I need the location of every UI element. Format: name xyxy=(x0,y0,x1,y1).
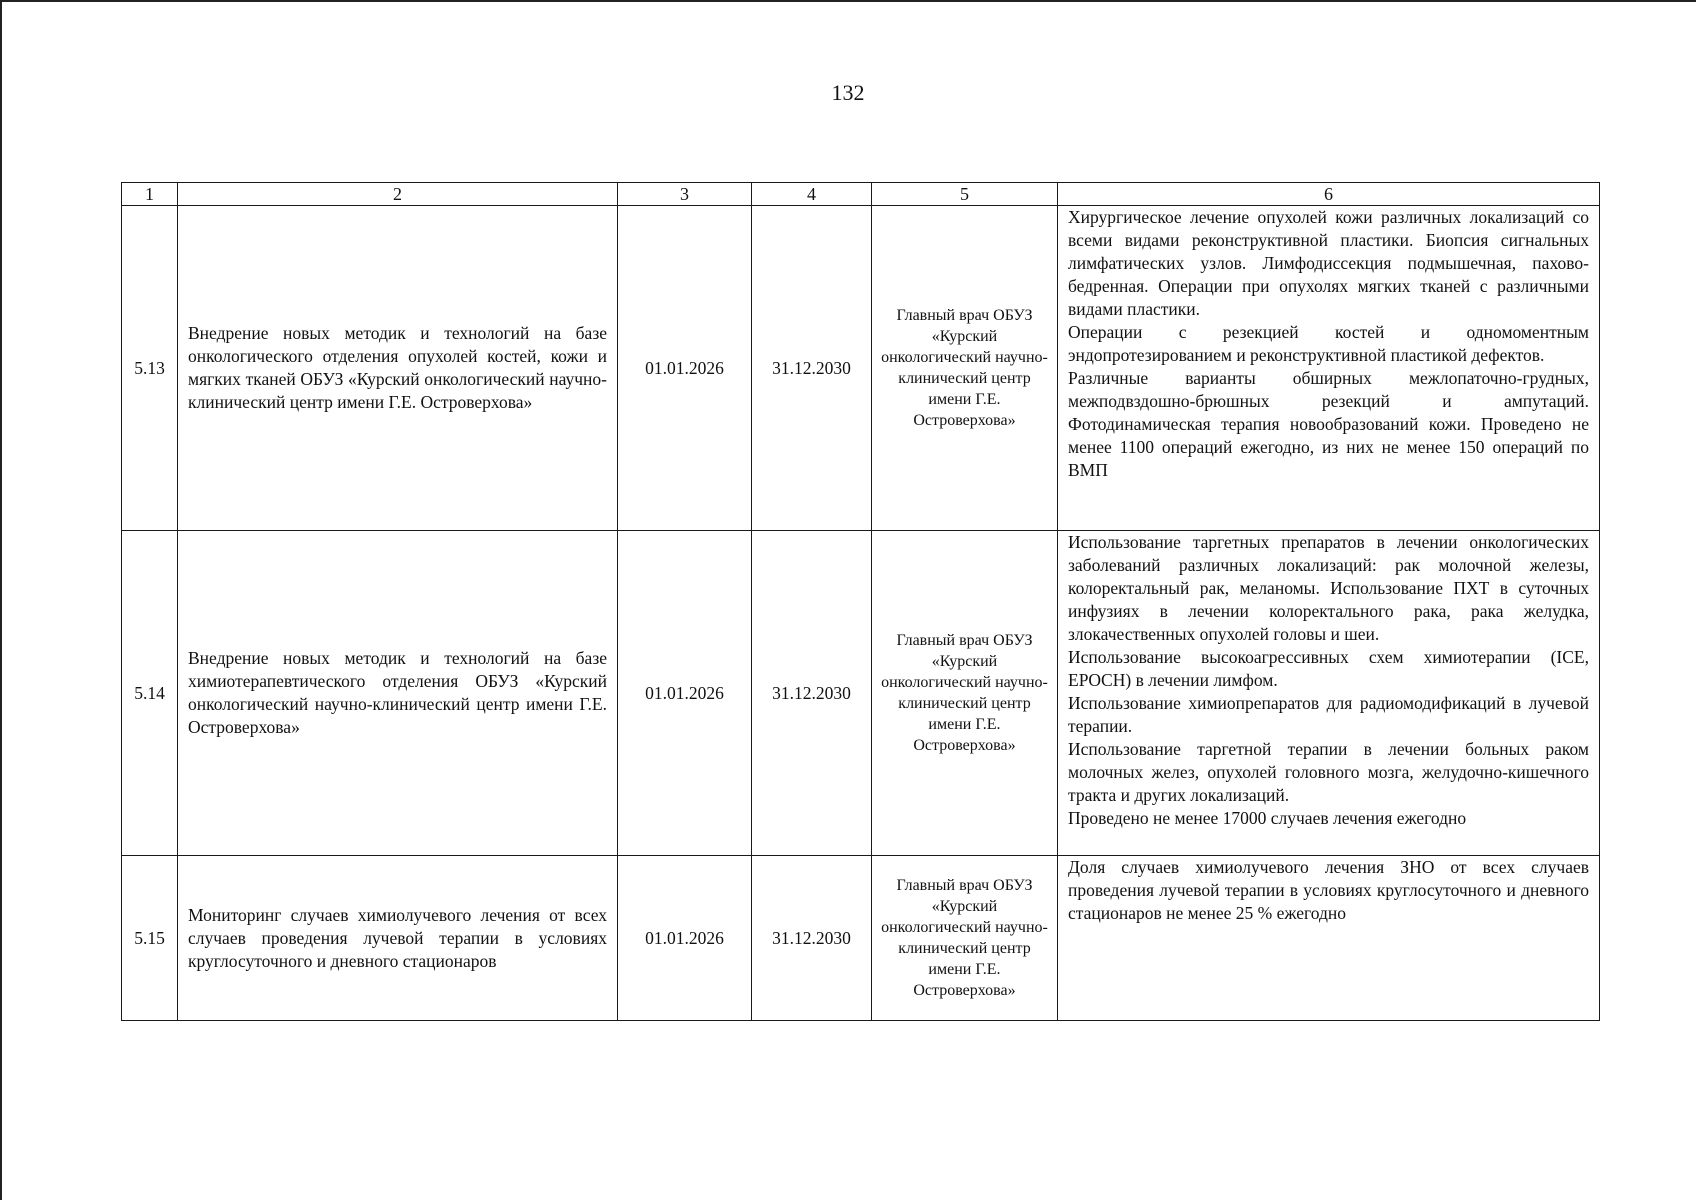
expected-result xyxy=(1058,206,1600,531)
table-row xyxy=(122,206,1600,531)
responsible-person: Главный врач ОБУЗ «Курский онкологический научно-клинический центр имени Г.Е. Островерхова» xyxy=(872,856,1058,1021)
measure-title: Внедрение новых методик и технологий на базе онкологического отделения опухолей костей, кожи и мягких тканей ОБУЗ «Курский онкологический научно-клинический центр имени Г.Е. Островерхова» xyxy=(178,206,618,531)
result-paragraph: Проведено не менее 17000 случаев лечения ежегодно xyxy=(1068,808,1467,828)
result-paragraph: Хирургическое лечение опухолей кожи различных локализаций со всеми видами реконструктивной пластики. Биопсия сигнальных лимфатических узлов. Лимфодиссекция подмышечная, пахово-бедренная. Операции при опухолях мягких тканей с различными видами пластики. xyxy=(1068,207,1589,319)
result-paragraph: Операции с резекцией костей и одномоментным эндопротезированием и реконструктивной пластикой дефектов. xyxy=(1068,322,1589,365)
end-date: 31.12.2030 xyxy=(752,531,872,856)
header-col-3: 3 xyxy=(618,183,752,206)
start-date: 01.01.2026 xyxy=(618,856,752,1021)
header-col-1: 1 xyxy=(122,183,178,206)
plan-table xyxy=(121,182,1600,1021)
result-paragraph: Использование высокоагрессивных схем химиотерапии (ICE, EPOCH) в лечении лимфом. xyxy=(1068,647,1589,690)
table-row xyxy=(122,856,1600,1021)
header-col-5: 5 xyxy=(872,183,1058,206)
row-number: 5.13 xyxy=(122,206,178,531)
page-frame-left xyxy=(0,0,2,1200)
result-paragraph: Использование химиопрепаратов для радиомодификаций в лучевой терапии. xyxy=(1068,693,1589,736)
table-header-row xyxy=(122,183,1600,206)
result-paragraph: Различные варианты обширных межлопаточно-грудных, межподвздошно-брюшных резекций и ампутаций. Фотодинамическая терапия новообразований кожи. Проведено не менее 1100 операций ежегодно, из них не менее 150 операций по ВМП xyxy=(1068,368,1589,480)
start-date: 01.01.2026 xyxy=(618,531,752,856)
header-col-4: 4 xyxy=(752,183,872,206)
measure-title: Мониторинг случаев химиолучевого лечения от всех случаев проведения лучевой терапии в условиях круглосуточного и дневного стационаров xyxy=(178,856,618,1021)
result-paragraph: Доля случаев химиолучевого лечения ЗНО от всех случаев проведения лучевой терапии в условиях круглосуточного и дневного стационаров не менее 25 % ежегодно xyxy=(1068,857,1589,923)
result-paragraph: Использование таргетной терапии в лечении больных раком молочных желез, опухолей головного мозга, желудочно-кишечного тракта и других локализаций. xyxy=(1068,739,1589,805)
page-frame-top xyxy=(0,0,1696,2)
page-number: 132 xyxy=(831,80,865,105)
end-date: 31.12.2030 xyxy=(752,856,872,1021)
responsible-person: Главный врач ОБУЗ «Курский онкологический научно-клинический центр имени Г.Е. Островерхова» xyxy=(872,531,1058,856)
row-number: 5.14 xyxy=(122,531,178,856)
table-row xyxy=(122,531,1600,856)
start-date: 01.01.2026 xyxy=(618,206,752,531)
header-col-2: 2 xyxy=(178,183,618,206)
header-col-6: 6 xyxy=(1058,183,1600,206)
responsible-person: Главный врач ОБУЗ «Курский онкологический научно-клинический центр имени Г.Е. Островерхова» xyxy=(872,206,1058,531)
expected-result xyxy=(1058,531,1600,856)
end-date: 31.12.2030 xyxy=(752,206,872,531)
measure-title: Внедрение новых методик и технологий на базе химиотерапевтического отделения ОБУЗ «Курский онкологический научно-клинический центр имени Г.Е. Островерхова» xyxy=(178,531,618,856)
result-paragraph: Использование таргетных препаратов в лечении онкологических заболеваний различных локализаций: рак молочной железы, колоректальный рак, меланомы. Использование ПХТ в суточных инфузиях в лечении колоректального рака, рака желудка, злокачественных опухолей головы и шеи. xyxy=(1068,532,1589,644)
expected-result xyxy=(1058,856,1600,1021)
row-number: 5.15 xyxy=(122,856,178,1021)
